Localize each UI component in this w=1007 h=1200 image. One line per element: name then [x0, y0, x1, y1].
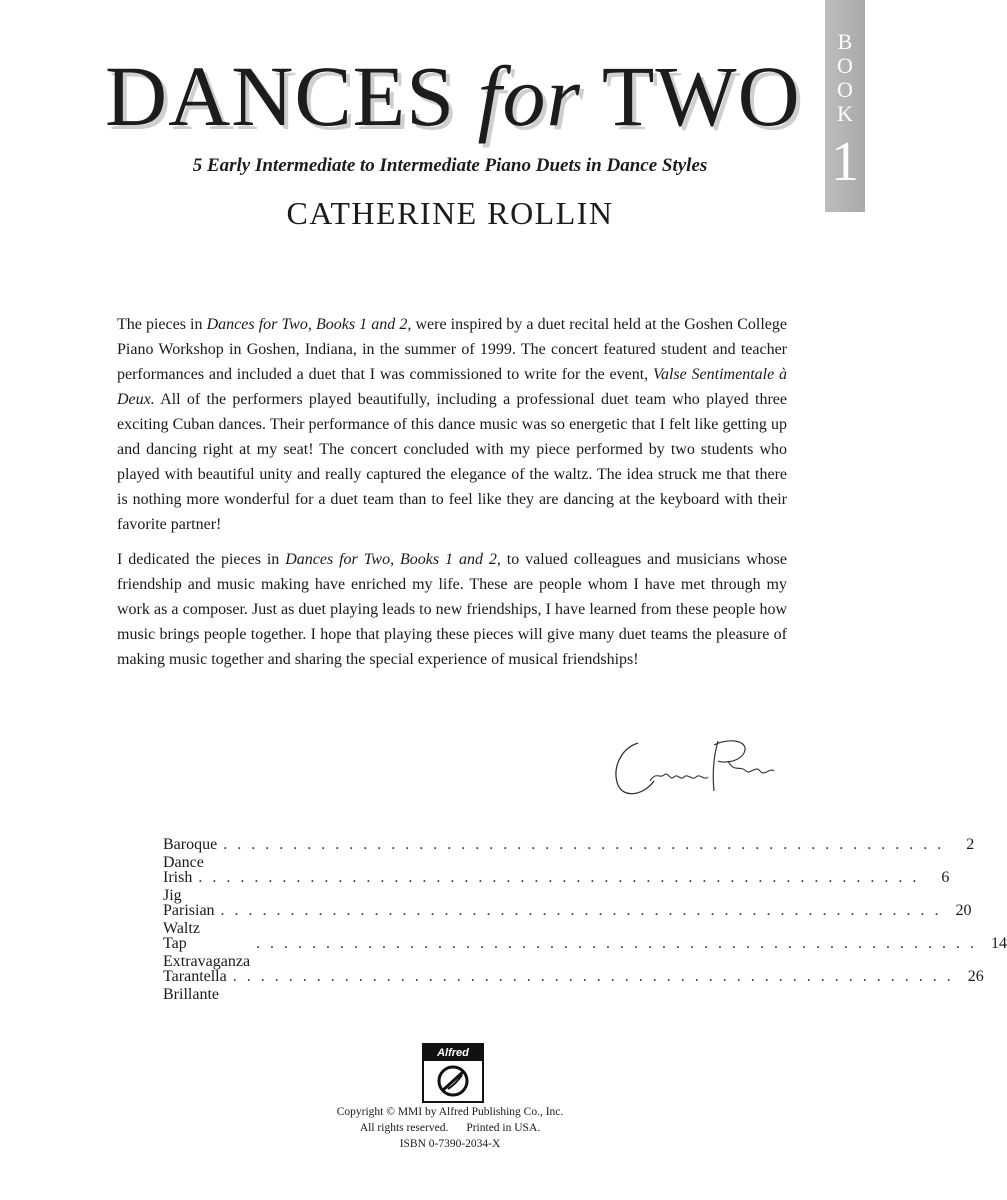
printed-text: Printed in USA.: [466, 1122, 541, 1134]
book-label: [825, 30, 865, 126]
intro-paragraph-2: [117, 547, 787, 672]
toc-page-number: 20: [955, 902, 972, 919]
rights-line: [0, 1120, 900, 1136]
toc-title: Tap Extravaganza: [163, 935, 251, 970]
toc-page-number: 2: [966, 836, 975, 853]
table-of-contents: [163, 836, 1007, 1003]
text-run: All of the performers played beautifully, including a professional duet team who played three exciting Cuban dances. Their performance of this dance music was so energetic that I felt like getting up and dancing right at my seat! The concert concluded with my piece performed by two students who played with beautiful unity and really captured the elegance of the waltz. The idea struck me that there is nothing more wonderful for a duet team than to feel like they are dancing at the keyboard with their favorite partner!: [117, 391, 787, 533]
toc-entry: [163, 836, 975, 871]
book-label-letter: O: [837, 53, 853, 78]
copyright-notice: [0, 1104, 900, 1152]
author-name: CATHERINE ROLLIN: [286, 195, 614, 231]
publisher-name: Alfred: [424, 1045, 482, 1061]
toc-title: Baroque Dance: [163, 836, 218, 871]
toc-entry: [163, 902, 972, 937]
alfred-logo: [422, 1043, 484, 1103]
toc-leader-dots: . . . . . . . . . . . . . . . . . . . . . . . . . . . . . . . . . . . . . . . . . . . . . . . . . . . .: [198, 869, 920, 886]
toc-title: Tarantella Brillante: [163, 968, 227, 1003]
toc-page-number: 6: [941, 869, 950, 886]
book-label-letter: O: [837, 77, 853, 102]
title-part-for: for: [477, 48, 581, 144]
toc-entry: [163, 968, 984, 1003]
toc-leader-dots: . . . . . . . . . . . . . . . . . . . . . . . . . . . . . . . . . . . . . . . . . . . . . . . . . . . .: [220, 902, 942, 919]
toc-title: Parisian Waltz: [163, 902, 215, 937]
toc-leader-dots: . . . . . . . . . . . . . . . . . . . . . . . . . . . . . . . . . . . . . . . . . . . . . . . . . . . .: [232, 968, 954, 985]
text-run: I dedicated the pieces in: [117, 551, 286, 568]
toc-leader-dots: . . . . . . . . . . . . . . . . . . . . . . . . . . . . . . . . . . . . . . . . . . . . . . . . . . . .: [256, 935, 978, 952]
isbn-line: ISBN 0-7390-2034-X: [399, 1138, 501, 1150]
text-run: to valued colleagues and musicians whose friendship and music making have enriched my life. These are people whom I have met through my work as a composer. Just as duet playing leads to new friendships, I have learned from these people how music brings people together. I hope that playing these pieces will give many duet teams the pleasure of making music together and sharing the special experience of musical friendships!: [117, 551, 787, 668]
book-title-reference: Dances for Two, Books 1 and 2,: [206, 316, 412, 333]
book-label-letter: B: [837, 29, 853, 54]
toc-page-number: 14: [991, 935, 1007, 952]
toc-entry: [163, 869, 950, 904]
introduction-text: [117, 312, 787, 682]
book-number: 1: [831, 131, 859, 193]
subtitle: 5 Early Intermediate to Intermediate Piano Duets in Dance Styles: [192, 155, 708, 176]
book-title-reference: Dances for Two, Books 1 and 2,: [285, 551, 501, 568]
alfred-logo-icon: [424, 1061, 482, 1101]
title-part-two: TWO: [580, 48, 801, 144]
toc-page-number: 26: [967, 968, 984, 985]
toc-entry: [163, 935, 1007, 970]
piece-title-reference: Valse Sentimentale à Deux.: [117, 366, 788, 408]
text-run: were inspired by a duet recital held at the Goshen College Piano Workshop in Goshen, Indiana, in the summer of 1999. The concert featured student and teacher performances and included a duet that I was commissioned to write for the event,: [117, 316, 788, 383]
book-number-tab: [825, 0, 865, 212]
toc-leader-dots: . . . . . . . . . . . . . . . . . . . . . . . . . . . . . . . . . . . . . . . . . . . . . . . . . . . .: [223, 836, 945, 853]
text-run: The pieces in: [117, 316, 207, 333]
title-part-dances: DANCES: [105, 48, 478, 144]
intro-paragraph-1: [117, 312, 787, 537]
copyright-line: Copyright © MMI by Alfred Publishing Co., Inc.: [336, 1106, 564, 1118]
book-title: [105, 48, 801, 144]
author-signature: [610, 735, 780, 805]
rights-text: All rights reserved.: [359, 1122, 449, 1134]
book-label-letter: K: [837, 101, 853, 126]
toc-title: Irish Jig: [163, 869, 193, 904]
